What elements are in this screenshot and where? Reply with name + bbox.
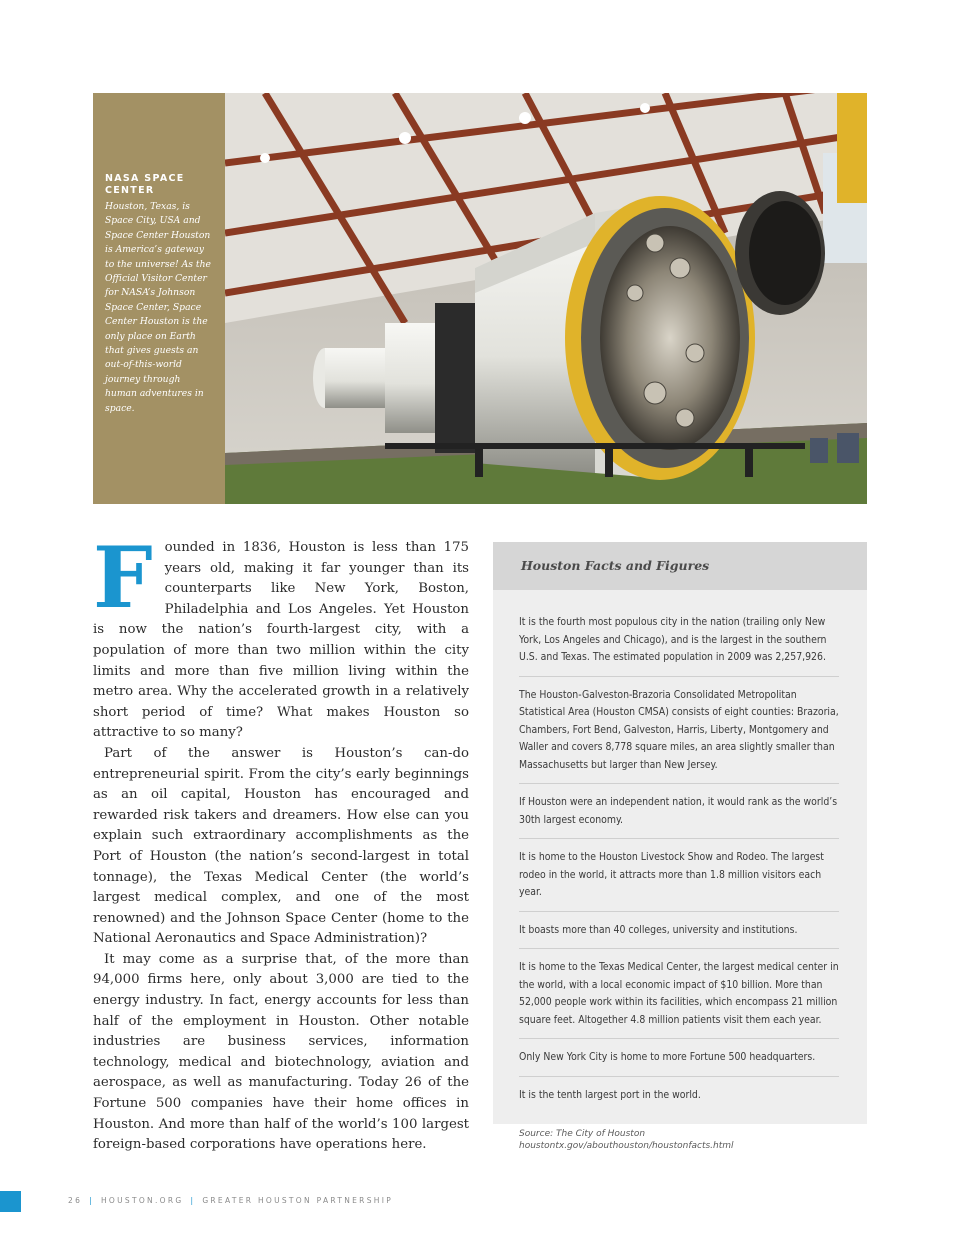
fact-item: It is the tenth largest port in the world.	[519, 1088, 701, 1101]
facts-list	[493, 590, 867, 1113]
hero-section	[93, 93, 867, 504]
fact-item: It is home to the Houston Livestock Show and Rodeo. The largest rodeo in the world, it attracts more than 1.8 million visitors each year.	[519, 839, 839, 912]
page-footer	[68, 1196, 393, 1205]
sidebar-title: Houston Facts and Figures	[493, 542, 867, 590]
article-body	[93, 528, 469, 1156]
article-paragraph: It may come as a surprise that, of the more than 94,000 firms here, only about 3,000 are tied to the energy industry. In fact, energy accounts for less than half of the employment in Houston. Other notable industries are business services, information technology, medical and biotechnology, aviation and aerospace, as well as manufacturing. Today 26 of the Fortune 500 companies have their home offices in Houston. And more than half of the world’s 100 largest foreign-based corporations have operations here.	[93, 951, 469, 1153]
source-note	[493, 1113, 867, 1152]
footer-organization: GREATER HOUSTON PARTNERSHIP	[202, 1196, 394, 1205]
source-credit: Source: The City of Houston	[519, 1129, 646, 1139]
footer-site: HOUSTON.ORG	[100, 1196, 184, 1205]
fact-item: It is the fourth most populous city in the nation (trailing only New York, Los Angeles and Chicago), and is the largest in the southern U.S. and Texas. The estimated population in 2009 was 2,257,926.	[519, 604, 839, 677]
fact-item: If Houston were an independent nation, it would rank as the world’s 30th largest economy.	[519, 784, 839, 839]
fact-item: It boasts more than 40 colleges, university and institutions.	[519, 912, 839, 950]
footer-separator: |	[89, 1196, 94, 1205]
page-number: 26	[68, 1196, 83, 1205]
source-url: houstontx.gov/abouthouston/houstonfacts.html	[519, 1140, 734, 1151]
article-paragraph: ounded in 1836, Houston is less than 175 years old, making it far younger than its counterparts like New York, Boston, Philadelphia and Los Angeles. Yet Houston is now the nation’s fourth-largest city, with a population of more than two million within the city limits and more than five million living within the metro area. Why the accelerated growth in a relatively short period of time? What makes Houston so attractive to so many?	[93, 540, 469, 741]
fact-item: Only New York City is home to more Fortune 500 headquarters.	[519, 1039, 839, 1077]
caption-heading: NASA SPACE CENTER	[105, 173, 185, 196]
rocket-photo	[225, 93, 867, 504]
article-paragraph: Part of the answer is Houston’s can-do entrepreneurial spirit. From the city’s early beginnings as an oil capital, Houston has encouraged and rewarded risk takers and dreamers. How else can you explain such extraordinary accomplishments as the Port of Houston (the nation’s second-largest in total tonnage), the Texas Medical Center (the world’s largest medical complex, and one of the most renowned) and the Johnson Space Center (home to the National Aeronautics and Space Administration)?	[93, 745, 469, 947]
photo-caption-panel	[93, 93, 225, 504]
caption-body: Houston, Texas, is Space City, USA and Space Center Houston is America’s gateway to the universe! As the Official Visitor Center for NASA’s Johnson Space Center, Space Center Houston is the only place on Earth that gives guests an out-of-this-world journey through human adventures in space.	[105, 201, 211, 414]
footer-separator: |	[190, 1196, 196, 1205]
fact-item: The Houston-Galveston-Brazoria Consolidated Metropolitan Statistical Area (Houston CMSA) consists of eight counties: Brazoria, Chambers, Fort Bend, Galveston, Harris, Liberty, Montgomery and Waller and covers 8,778 square miles, an area slightly smaller than Massachusetts but larger than New Jersey.	[519, 677, 839, 785]
facts-sidebar	[493, 542, 867, 1151]
fact-item: It is home to the Texas Medical Center, the largest medical center in the world, with a local economic impact of $10 billion. More than 52,000 people work within its facilities, which encompass 21 million square feet. Altogether 4.8 million patients visit them each year.	[519, 949, 839, 1039]
footer-color-block	[0, 1191, 21, 1212]
drop-cap: F	[93, 528, 153, 627]
